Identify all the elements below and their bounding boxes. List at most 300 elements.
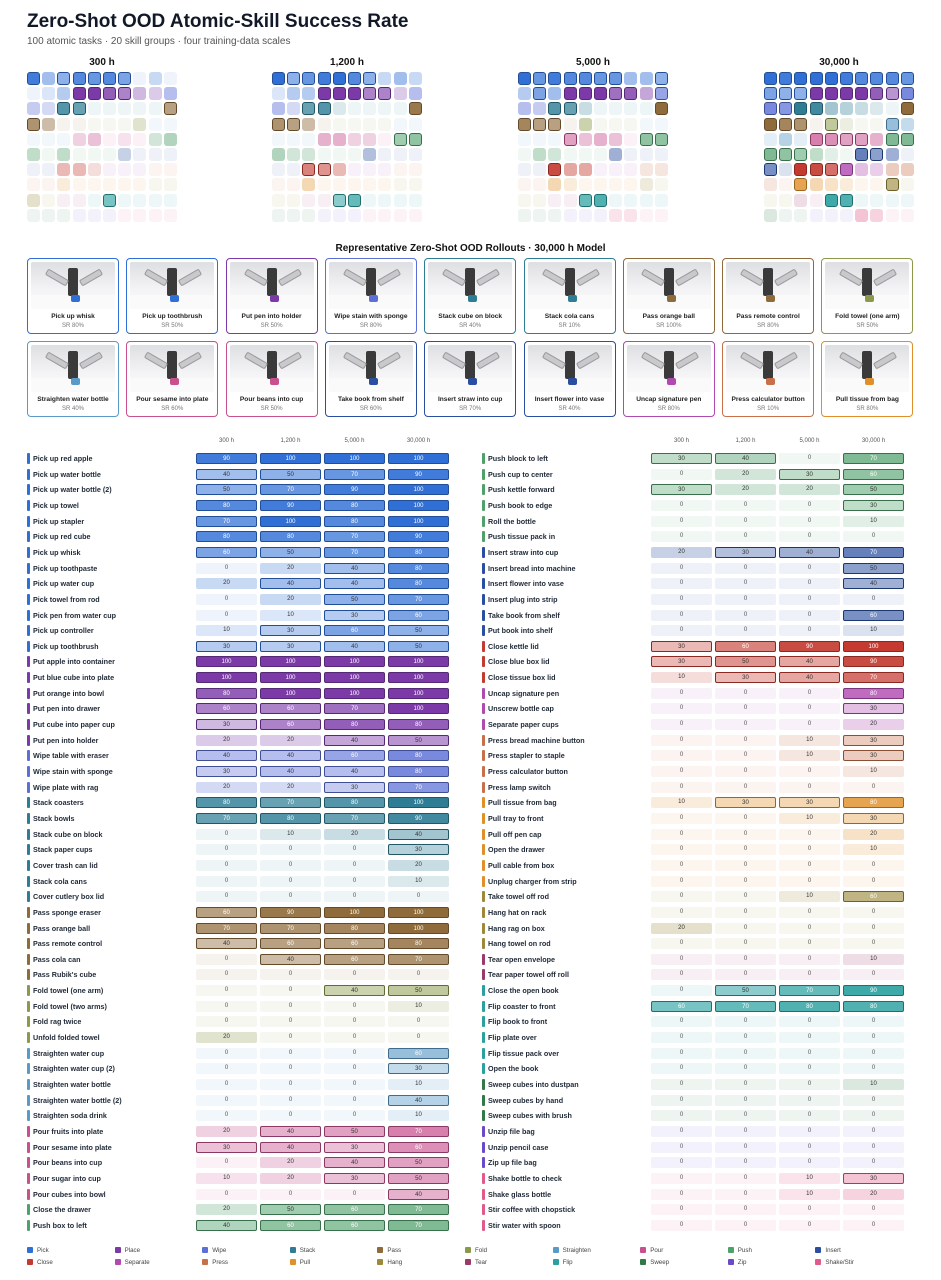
legend-swatch — [377, 1247, 383, 1253]
robot-arm-right — [774, 268, 798, 286]
mini-heatmap-cell — [579, 133, 592, 146]
robot-base — [565, 351, 575, 379]
row-group-marker — [27, 688, 30, 699]
mini-heatmap-cell — [42, 178, 55, 191]
value-cell: 0 — [196, 1001, 257, 1012]
rollout-name: Wipe stain with sponge — [334, 313, 408, 320]
mini-heatmap-cell — [870, 178, 883, 191]
mini-heatmap-cell — [272, 194, 285, 207]
mini-heatmap-cell — [810, 87, 823, 100]
mini-heatmap-cell — [624, 178, 637, 191]
value-cell: 20 — [651, 547, 712, 558]
row-label: Pick up water cup — [33, 579, 95, 589]
value-cell: 80 — [388, 938, 449, 949]
mini-heatmap-cell — [764, 118, 777, 131]
robot-arm-right — [79, 268, 103, 286]
mini-heatmap-cell — [363, 148, 376, 161]
value-cell: 40 — [324, 1157, 385, 1168]
mini-panel-title: 1,200 h — [330, 57, 364, 68]
mini-heatmap-cell — [779, 118, 792, 131]
mini-heatmap-cell — [272, 133, 285, 146]
mini-heatmap-cell — [810, 72, 823, 85]
value-cell: 0 — [779, 1142, 840, 1153]
mini-heatmap-cell — [27, 118, 40, 131]
mini-heatmap-cell — [810, 102, 823, 115]
mini-heatmap-cell — [855, 72, 868, 85]
value-cell: 50 — [260, 469, 321, 480]
value-cell: 30 — [715, 672, 776, 683]
row-label: Stack paper cups — [33, 845, 93, 855]
row-group-marker — [482, 516, 485, 527]
value-cell: 100 — [388, 923, 449, 934]
mini-heatmap-cell — [564, 194, 577, 207]
value-cell: 0 — [715, 625, 776, 636]
mini-heatmap-cell — [318, 194, 331, 207]
mini-heatmap-cell — [287, 87, 300, 100]
value-cell: 20 — [715, 484, 776, 495]
value-cell: 20 — [196, 735, 257, 746]
value-cell: 0 — [651, 829, 712, 840]
mini-heatmap-cell — [164, 178, 177, 191]
mini-heatmap-cell — [27, 72, 40, 85]
mini-heatmap-cell — [764, 163, 777, 176]
value-cell: 30 — [651, 641, 712, 652]
row-group-marker — [27, 672, 30, 683]
value-cell: 0 — [779, 719, 840, 730]
value-cell: 0 — [388, 891, 449, 902]
value-cell: 0 — [779, 782, 840, 793]
value-cell: 20 — [196, 578, 257, 589]
row-group-marker — [482, 641, 485, 652]
row-label: Insert flower into vase — [488, 579, 564, 589]
mini-heatmap-cell — [363, 87, 376, 100]
mini-heatmap-cell — [548, 178, 561, 191]
row-label: Put apple into container — [33, 657, 115, 667]
mini-heatmap-cell — [302, 102, 315, 115]
legend-swatch — [290, 1247, 296, 1253]
mini-heatmap-cell — [825, 194, 838, 207]
value-cell: 70 — [388, 782, 449, 793]
value-cell: 60 — [260, 938, 321, 949]
mini-heatmap-cell — [333, 194, 346, 207]
robot-arm-right — [178, 268, 202, 286]
mini-heatmap-cell — [886, 163, 899, 176]
value-cell: 100 — [388, 516, 449, 527]
row-group-marker — [482, 1079, 485, 1090]
mini-heatmap-cell — [825, 148, 838, 161]
value-cell: 0 — [779, 578, 840, 589]
value-cell: 30 — [843, 750, 904, 761]
rollout-success-rate: SR 80% — [757, 323, 780, 329]
value-cell: 0 — [715, 1204, 776, 1215]
mini-heatmap-cell — [73, 102, 86, 115]
mini-heatmap-cell — [57, 118, 70, 131]
mini-heatmap-cell — [272, 87, 285, 100]
value-cell: 0 — [324, 1048, 385, 1059]
row-group-marker — [27, 531, 30, 542]
mini-heatmap-cell — [57, 178, 70, 191]
robot-base — [763, 268, 773, 296]
row-group-marker — [27, 547, 30, 558]
mini-heatmap-cell — [810, 209, 823, 222]
mini-heatmap-cell — [779, 194, 792, 207]
row-label: Tear open envelope — [488, 954, 555, 964]
row-group-marker — [482, 782, 485, 793]
robot-base — [167, 351, 177, 379]
value-cell: 70 — [715, 1001, 776, 1012]
value-cell: 20 — [196, 782, 257, 793]
value-cell: 0 — [324, 1095, 385, 1106]
row-label: Open the book — [488, 1064, 539, 1074]
value-cell: 0 — [651, 844, 712, 855]
task-object — [568, 295, 577, 302]
mini-heatmap-cell — [855, 209, 868, 222]
mini-heatmap-cell — [118, 178, 131, 191]
robot-arm-right — [377, 351, 401, 369]
row-label: Roll the bottle — [488, 516, 536, 526]
row-label: Pick up toothpaste — [33, 563, 98, 573]
robot-base — [465, 351, 475, 379]
row-group-marker — [27, 1110, 30, 1121]
row-label: Unzip pencil case — [488, 1142, 549, 1152]
mini-heatmap-cell — [57, 102, 70, 115]
mini-heatmap-cell — [302, 72, 315, 85]
row-group-marker — [27, 453, 30, 464]
value-cell: 70 — [388, 1204, 449, 1215]
value-cell: 100 — [324, 688, 385, 699]
mini-heatmap-cell — [378, 148, 391, 161]
mini-heatmap-cell — [901, 72, 914, 85]
mini-heatmap-cell — [779, 163, 792, 176]
rollout-photo — [31, 345, 115, 392]
row-label: Pass cola can — [33, 954, 81, 964]
value-cell: 0 — [779, 969, 840, 980]
value-cell: 0 — [260, 876, 321, 887]
mini-heatmap-cell — [348, 148, 361, 161]
value-cell: 0 — [651, 703, 712, 714]
row-group-marker — [27, 1157, 30, 1168]
mini-heatmap-cell — [640, 72, 653, 85]
row-group-marker — [482, 547, 485, 558]
value-cell: 30 — [843, 1173, 904, 1184]
row-group-marker — [482, 656, 485, 667]
value-cell: 20 — [843, 829, 904, 840]
mini-heatmap-cell — [363, 194, 376, 207]
robot-arm-left — [541, 268, 565, 286]
legend-label: Separate — [124, 1259, 150, 1266]
value-cell: 60 — [843, 891, 904, 902]
row-label: Pick up red cube — [33, 532, 91, 542]
mini-heatmap-cell — [518, 209, 531, 222]
value-cell: 0 — [651, 1189, 712, 1200]
value-cell: 0 — [196, 860, 257, 871]
row-group-marker — [27, 656, 30, 667]
mini-heatmap-cell — [57, 72, 70, 85]
mini-heatmap-cell — [870, 102, 883, 115]
row-group-marker — [482, 954, 485, 965]
row-group-marker — [27, 735, 30, 746]
value-cell: 0 — [651, 1079, 712, 1090]
value-cell: 0 — [388, 969, 449, 980]
value-cell: 30 — [388, 844, 449, 855]
value-cell: 100 — [388, 656, 449, 667]
value-cell: 70 — [779, 985, 840, 996]
mini-heatmap-cell — [302, 163, 315, 176]
legend-label: Pour — [650, 1247, 664, 1254]
rollout-name: Insert flower into vase — [534, 396, 605, 403]
mini-heatmap-cell — [870, 194, 883, 207]
mini-heatmap-cell — [73, 72, 86, 85]
legend-label: Insert — [825, 1247, 841, 1254]
mini-heatmap-cell — [579, 194, 592, 207]
mini-heatmap-cell — [149, 209, 162, 222]
row-label: Fold towel (two arms) — [33, 1001, 107, 1011]
rollout-name: Insert straw into cup — [437, 396, 503, 403]
task-object — [766, 295, 775, 302]
row-group-marker — [27, 797, 30, 808]
legend-item — [728, 1259, 747, 1267]
value-cell: 100 — [843, 641, 904, 652]
chart-subtitle: 100 atomic tasks · 20 skill groups · four training-data scales — [27, 36, 291, 47]
row-label: Pull tray to front — [488, 813, 544, 823]
row-label: Straighten soda drink — [33, 1111, 107, 1121]
value-cell: 10 — [843, 625, 904, 636]
value-cell: 60 — [324, 625, 385, 636]
mini-heatmap-cell — [825, 102, 838, 115]
row-group-marker — [27, 829, 30, 840]
value-cell: 0 — [715, 563, 776, 574]
rollout-success-rate: SR 40% — [558, 406, 581, 412]
value-cell: 0 — [651, 891, 712, 902]
value-cell: 0 — [651, 1032, 712, 1043]
mini-heatmap-cell — [886, 133, 899, 146]
mini-heatmap-cell — [640, 178, 653, 191]
value-cell: 0 — [779, 1079, 840, 1090]
mini-heatmap-cell — [640, 194, 653, 207]
mini-heatmap-cell — [88, 209, 101, 222]
mini-heatmap-cell — [779, 148, 792, 161]
value-cell: 0 — [651, 1142, 712, 1153]
value-cell: 0 — [779, 938, 840, 949]
row-group-marker — [482, 1157, 485, 1168]
mini-heatmap-cell — [118, 194, 131, 207]
value-cell: 30 — [196, 766, 257, 777]
row-group-marker — [482, 531, 485, 542]
value-cell: 40 — [196, 750, 257, 761]
mini-heatmap-cell — [164, 133, 177, 146]
mini-heatmap-cell — [57, 209, 70, 222]
mini-heatmap-cell — [333, 87, 346, 100]
mini-heatmap-cell — [764, 133, 777, 146]
value-cell: 100 — [388, 672, 449, 683]
mini-heatmap-cell — [640, 102, 653, 115]
mini-heatmap-cell — [302, 148, 315, 161]
row-label: Separate paper cups — [488, 720, 559, 730]
value-cell: 70 — [388, 594, 449, 605]
mini-heatmap-cell — [810, 178, 823, 191]
row-label: Take book from shelf — [488, 610, 560, 620]
value-cell: 70 — [260, 923, 321, 934]
row-label: Pick pen from water cup — [33, 610, 117, 620]
value-cell: 40 — [324, 985, 385, 996]
value-cell: 0 — [651, 688, 712, 699]
value-cell: 100 — [324, 907, 385, 918]
value-cell: 70 — [388, 1220, 449, 1231]
mini-heatmap-cell — [655, 178, 668, 191]
row-label: Pick up controller — [33, 626, 94, 636]
legend-label: Stack — [299, 1247, 316, 1254]
row-label: Pick up whisk — [33, 547, 81, 557]
rollout-photo — [230, 262, 314, 309]
value-cell: 20 — [260, 735, 321, 746]
row-group-marker — [27, 876, 30, 887]
value-cell: 0 — [779, 453, 840, 464]
mini-heatmap-cell — [133, 133, 146, 146]
mini-heatmap-cell — [594, 87, 607, 100]
mini-heatmap-cell — [164, 163, 177, 176]
mini-heatmap-cell — [73, 194, 86, 207]
mini-heatmap-cell — [118, 163, 131, 176]
task-object — [667, 378, 676, 385]
row-label: Insert bread into machine — [488, 563, 576, 573]
value-cell: 0 — [324, 1032, 385, 1043]
mini-heatmap-cell — [103, 102, 116, 115]
value-cell: 40 — [260, 766, 321, 777]
mini-heatmap-cell — [348, 72, 361, 85]
value-cell: 20 — [260, 782, 321, 793]
mini-heatmap-cell — [333, 72, 346, 85]
rollout-photo — [726, 262, 810, 309]
mini-heatmap-cell — [609, 194, 622, 207]
mini-heatmap-cell — [149, 87, 162, 100]
mini-heatmap-cell — [42, 133, 55, 146]
rollout-success-rate: SR 80% — [359, 323, 382, 329]
row-label: Unscrew bottle cap — [488, 704, 554, 714]
gallery-title: Representative Zero-Shot OOD Rollouts · 30,000 h Model — [335, 243, 606, 254]
value-cell: 70 — [196, 813, 257, 824]
row-group-marker — [482, 1016, 485, 1027]
value-cell: 30 — [260, 641, 321, 652]
value-cell: 0 — [779, 1157, 840, 1168]
value-cell: 0 — [196, 594, 257, 605]
mini-heatmap-cell — [855, 148, 868, 161]
value-cell: 0 — [651, 1095, 712, 1106]
robot-base — [862, 268, 872, 296]
legend-swatch — [465, 1247, 471, 1253]
value-cell: 60 — [196, 703, 257, 714]
rollout-card — [226, 258, 318, 334]
value-cell: 10 — [843, 844, 904, 855]
value-cell: 20 — [260, 563, 321, 574]
rollout-name: Pass remote control — [736, 313, 800, 320]
row-group-marker — [482, 813, 485, 824]
mini-heatmap-cell — [640, 133, 653, 146]
mini-heatmap-cell — [533, 163, 546, 176]
value-cell: 100 — [260, 516, 321, 527]
value-cell: 10 — [779, 735, 840, 746]
value-cell: 0 — [324, 860, 385, 871]
value-cell: 30 — [715, 547, 776, 558]
mini-heatmap-cell — [149, 194, 162, 207]
value-cell: 80 — [260, 531, 321, 542]
mini-heatmap-cell — [27, 133, 40, 146]
mini-heatmap-cell — [624, 72, 637, 85]
mini-heatmap-cell — [579, 87, 592, 100]
row-group-marker — [27, 563, 30, 574]
value-cell: 0 — [715, 829, 776, 840]
mini-heatmap-cell — [409, 194, 422, 207]
rollout-photo — [130, 345, 214, 392]
value-cell: 0 — [260, 969, 321, 980]
mini-heatmap-cell — [118, 133, 131, 146]
mini-heatmap-cell — [609, 72, 622, 85]
mini-heatmap-cell — [548, 194, 561, 207]
row-group-marker — [27, 1063, 30, 1074]
value-cell: 40 — [843, 578, 904, 589]
value-cell: 10 — [651, 672, 712, 683]
mini-heatmap-cell — [42, 87, 55, 100]
value-cell: 30 — [715, 797, 776, 808]
row-group-marker — [482, 1063, 485, 1074]
value-cell: 0 — [843, 531, 904, 542]
value-cell: 40 — [324, 641, 385, 652]
value-cell: 20 — [260, 1173, 321, 1184]
rollout-name: Uncap signature pen — [636, 396, 702, 403]
value-cell: 50 — [324, 1126, 385, 1137]
value-cell: 0 — [843, 1220, 904, 1231]
row-group-marker — [27, 641, 30, 652]
robot-base — [862, 351, 872, 379]
value-cell: 0 — [651, 625, 712, 636]
row-group-marker — [482, 923, 485, 934]
value-cell: 100 — [388, 453, 449, 464]
row-group-marker — [27, 516, 30, 527]
row-group-marker — [482, 1173, 485, 1184]
mini-heatmap-cell — [840, 163, 853, 176]
value-cell: 0 — [651, 1220, 712, 1231]
value-cell: 100 — [196, 672, 257, 683]
value-cell: 50 — [843, 484, 904, 495]
mini-heatmap-cell — [378, 102, 391, 115]
robot-arm-right — [675, 351, 699, 369]
value-cell: 0 — [843, 1032, 904, 1043]
row-label: Push kettle forward — [488, 485, 555, 495]
mini-heatmap-cell — [533, 72, 546, 85]
row-label: Unplug charger from strip — [488, 876, 577, 886]
rollout-name: Pick up toothbrush — [142, 313, 203, 320]
value-cell: 0 — [779, 1048, 840, 1059]
row-group-marker — [482, 1032, 485, 1043]
mini-heatmap-cell — [794, 118, 807, 131]
row-group-marker — [482, 1142, 485, 1153]
value-cell: 0 — [715, 1173, 776, 1184]
mini-heatmap-cell — [103, 87, 116, 100]
rollout-success-rate: SR 50% — [260, 323, 283, 329]
row-group-marker — [482, 969, 485, 980]
mini-heatmap-cell — [901, 87, 914, 100]
mini-heatmap-cell — [103, 178, 116, 191]
row-label: Pass sponge eraser — [33, 907, 101, 917]
value-cell: 60 — [324, 1204, 385, 1215]
mini-heatmap-cell — [27, 163, 40, 176]
value-cell: 80 — [388, 766, 449, 777]
mini-heatmap-cell — [779, 87, 792, 100]
value-cell: 20 — [196, 1126, 257, 1137]
value-cell: 0 — [715, 1157, 776, 1168]
row-label: Tear paper towel off roll — [488, 970, 569, 980]
mini-heatmap-cell — [164, 194, 177, 207]
mini-heatmap-cell — [901, 163, 914, 176]
